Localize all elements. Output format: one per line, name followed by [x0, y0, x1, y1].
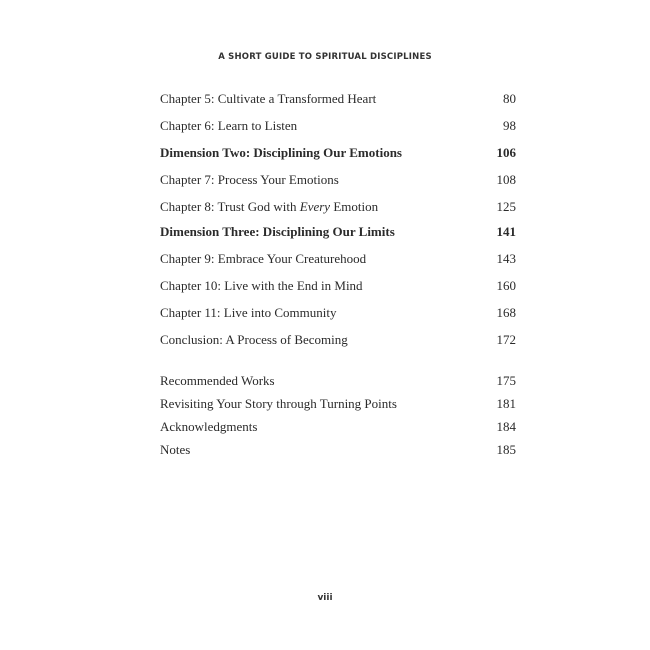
toc-entry [160, 331, 516, 349]
toc-entry [160, 441, 516, 459]
toc-entry-title: Chapter 10: Live with the End in Mind [160, 278, 363, 293]
toc-entry [160, 171, 516, 189]
toc-entry-title: Chapter 7: Process Your Emotions [160, 172, 339, 187]
toc-entry-page: 143 [496, 251, 516, 266]
toc-entry-page: 106 [496, 145, 516, 160]
toc-entry [160, 198, 516, 216]
toc-entry [160, 304, 516, 322]
toc-entry-page: 160 [496, 278, 516, 293]
running-head: A SHORT GUIDE TO SPIRITUAL DISCIPLINES [218, 52, 432, 62]
toc-entry [160, 418, 516, 436]
toc-section-heading [160, 223, 516, 241]
toc-entry [160, 250, 516, 268]
toc-entry [160, 372, 516, 390]
toc-entry-title: Chapter 9: Embrace Your Creaturehood [160, 251, 367, 266]
toc-entry-page: 125 [496, 199, 516, 214]
toc-entry-title: Revisiting Your Story through Turning Points [160, 396, 397, 411]
toc-entry-title-emphasis: Every [299, 199, 331, 214]
toc-entry-title [160, 198, 378, 216]
toc-entry [160, 395, 516, 413]
toc-entry-title: Notes [160, 442, 191, 457]
toc-entry-page: 141 [496, 224, 516, 239]
toc-entry-title: Recommended Works [160, 373, 275, 388]
toc-entry-title-start: Chapter 8: Trust God with [160, 199, 300, 214]
toc-entry-title: Chapter 5: Cultivate a Transformed Heart [160, 91, 377, 106]
toc-entry [160, 117, 516, 135]
toc-entry-title: Chapter 11: Live into Community [160, 305, 337, 320]
toc-entry-page: 80 [503, 91, 516, 106]
page-number: viii [317, 593, 333, 603]
toc-entry-page: 184 [496, 419, 516, 434]
toc-entry-title-end: Emotion [330, 199, 379, 214]
toc-entry-title: Dimension Three: Disciplining Our Limits [160, 224, 395, 239]
toc-entry [160, 90, 516, 108]
toc-entry-title: Chapter 6: Learn to Listen [160, 118, 298, 133]
toc-entry-page: 172 [496, 332, 516, 347]
toc-entry-title: Conclusion: A Process of Becoming [160, 332, 348, 347]
toc-entry-page: 98 [503, 118, 516, 133]
toc-entry-page: 175 [496, 373, 516, 388]
toc-entry-title: Dimension Two: Disciplining Our Emotions [160, 145, 402, 160]
toc-entry-page: 181 [496, 396, 516, 411]
toc-section-heading [160, 144, 516, 162]
toc-entry [160, 277, 516, 295]
toc-entry-page: 168 [496, 305, 516, 320]
toc-entry-page: 185 [496, 442, 516, 457]
toc-entry-page: 108 [496, 172, 516, 187]
toc-entry-title: Acknowledgments [160, 419, 258, 434]
